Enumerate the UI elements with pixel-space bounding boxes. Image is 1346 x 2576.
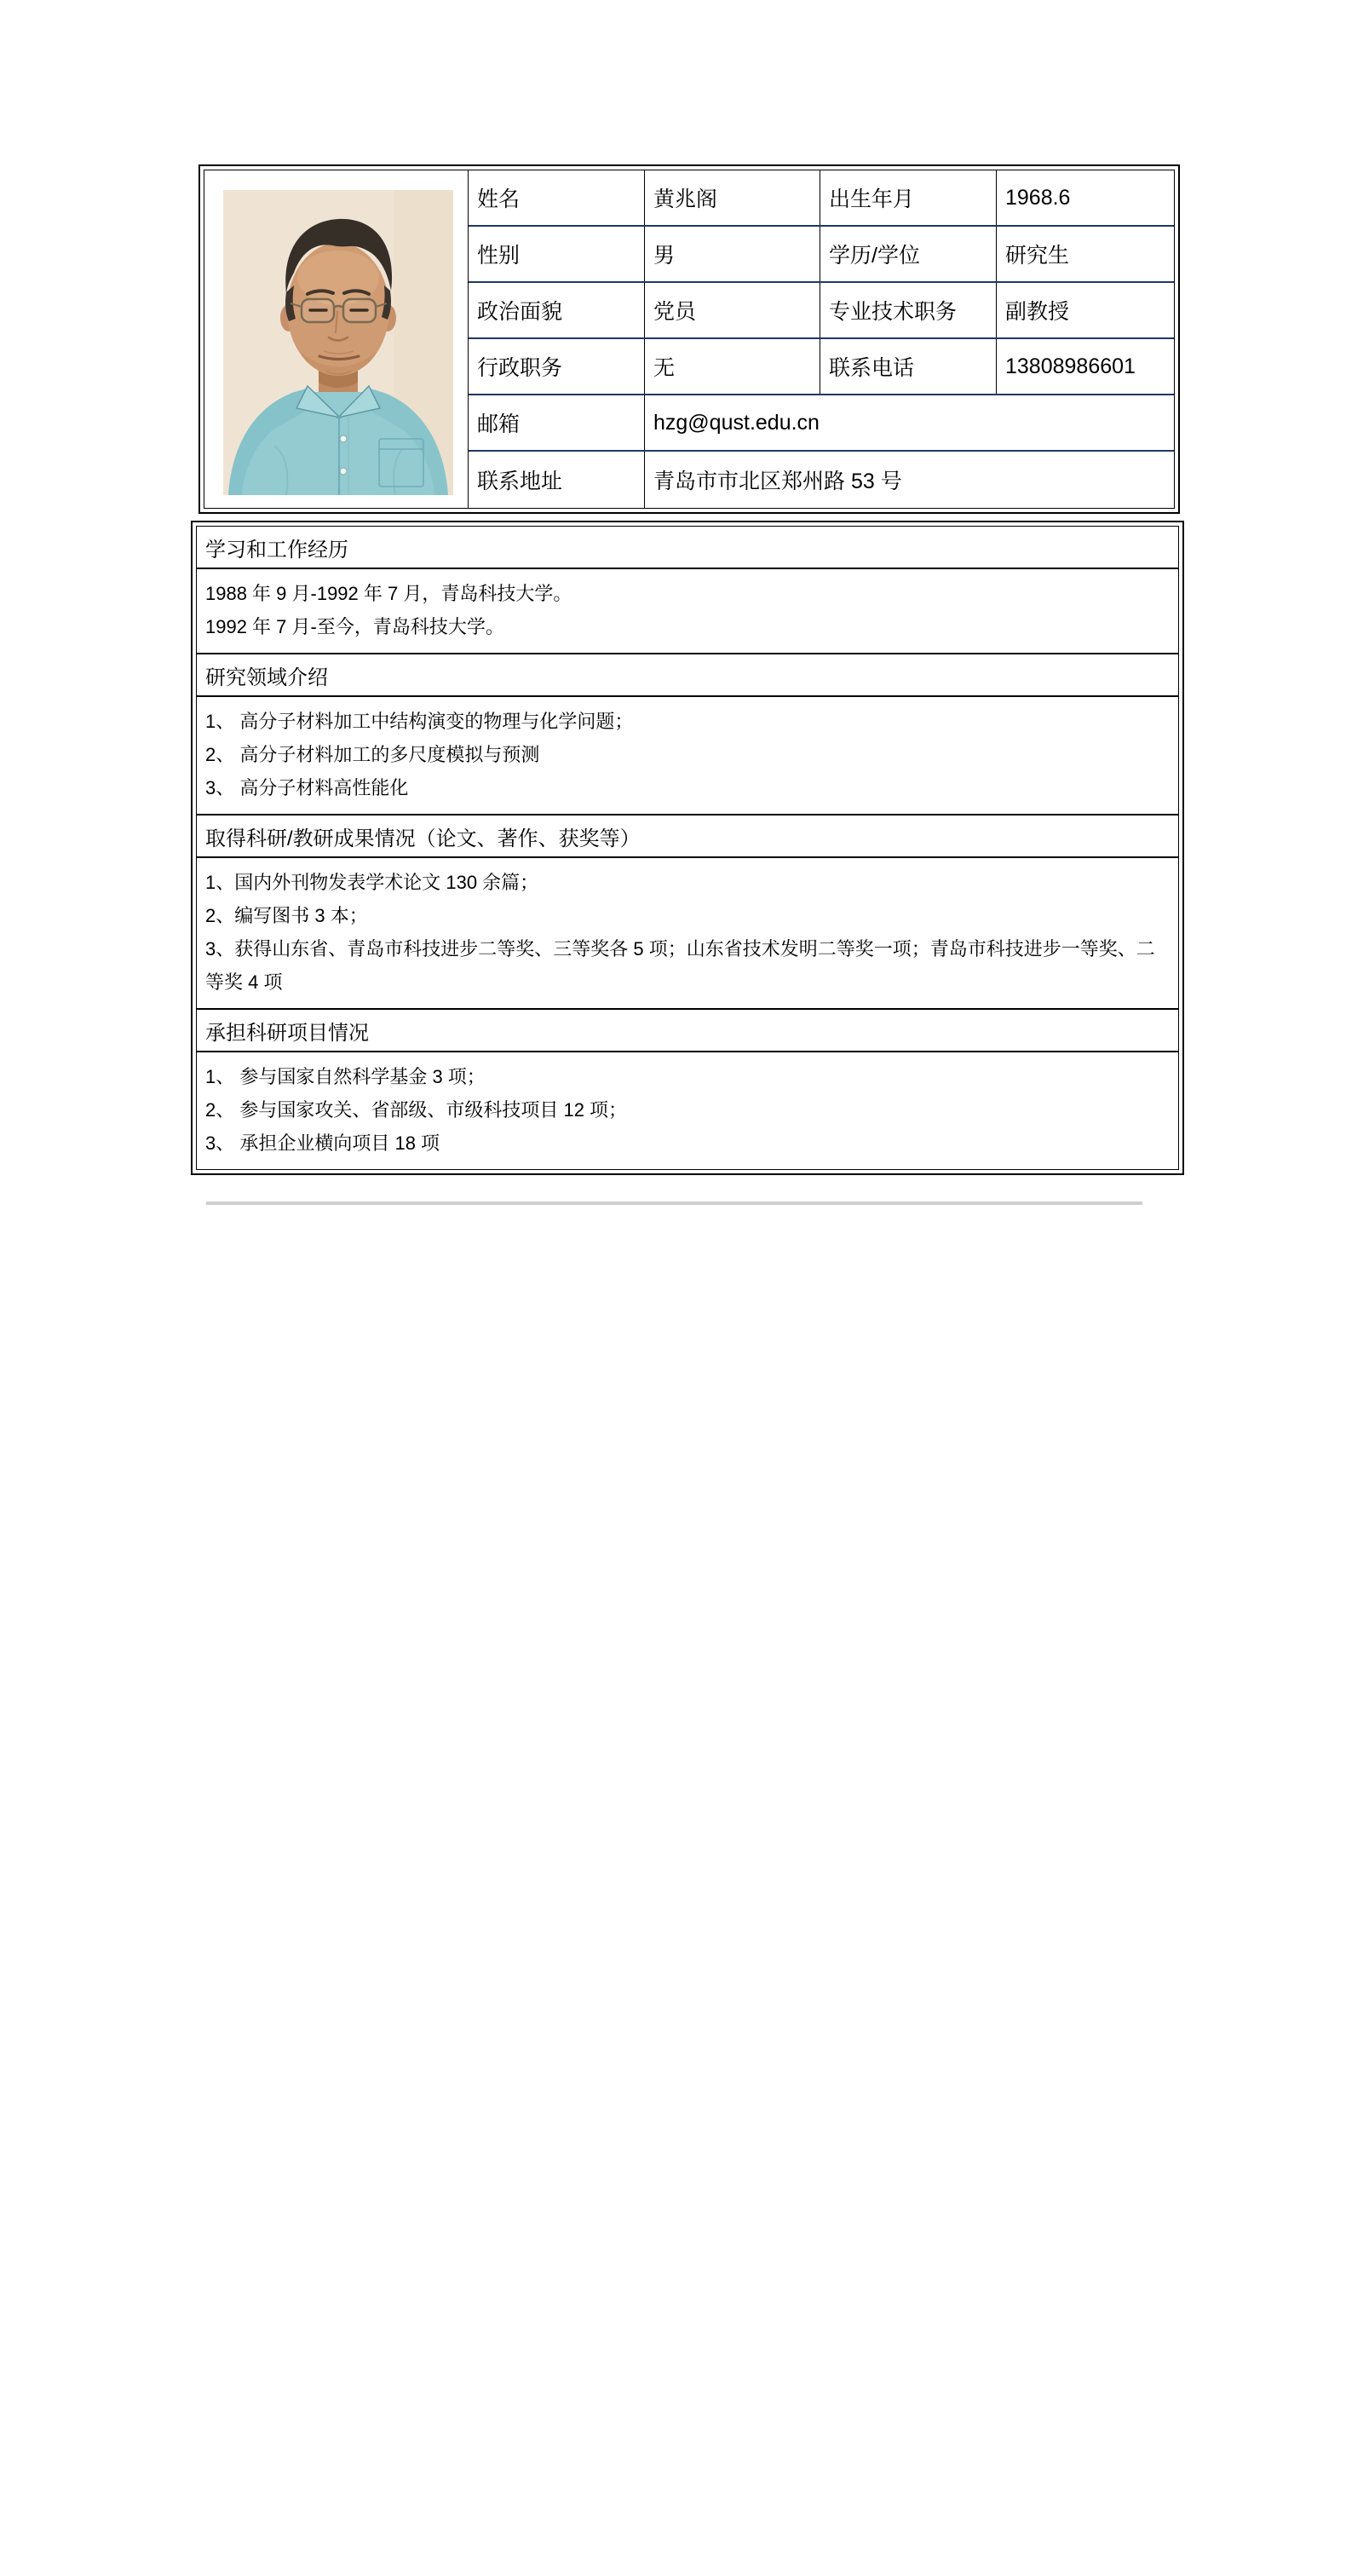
field-label-politics: 政治面貌 <box>469 283 645 337</box>
field-value-degree: 研究生 <box>1005 244 1070 268</box>
section-title: 取得科研/教研成果情况（论文、著作、获奖等） <box>205 827 641 850</box>
content-line: 2、编写图书 3 本； <box>205 905 368 926</box>
page-divider <box>206 1202 1142 1205</box>
field-value-email: hzg@qust.edu.cn <box>653 410 820 435</box>
field-label-birth: 出生年月 <box>820 170 997 225</box>
field-label-phone: 联系电话 <box>820 339 997 394</box>
content-line: 2、 参与国家攻关、省部级、市级科技项目 12 项； <box>205 1099 628 1121</box>
field-value-phone: 13808986601 <box>1005 354 1136 378</box>
field-value-title: 副教授 <box>1005 300 1070 324</box>
field-value-gender: 男 <box>645 227 820 281</box>
section-content-research-fields <box>197 697 1178 815</box>
content-line: 1、 高分子材料加工中结构演变的物理与化学问题； <box>205 711 634 732</box>
section-header-experience <box>197 527 1178 569</box>
content-line: 1988 年 9 月-1992 年 7 月，青岛科技大学。 <box>205 583 572 604</box>
table-row <box>469 339 1174 395</box>
field-label-gender: 性别 <box>469 227 645 281</box>
field-value-name: 黄兆阁 <box>645 170 820 225</box>
info-table-inner <box>204 170 1175 509</box>
sections-table <box>191 521 1184 1175</box>
table-row <box>469 452 1174 508</box>
field-label-address: 联系地址 <box>469 452 645 508</box>
content-line: 3、获得山东省、青岛市科技进步二等奖、三等奖各 5 项；山东省技术发明二等奖一项；青岛市科技进步一等奖、二等奖 4 项 <box>205 938 1155 993</box>
section-title: 研究领域介绍 <box>205 666 328 689</box>
field-label-email: 邮箱 <box>469 395 645 450</box>
info-grid <box>469 170 1174 508</box>
field-value-politics: 党员 <box>645 283 820 337</box>
table-row <box>469 395 1174 452</box>
sections-table-inner <box>196 526 1179 1170</box>
content-line: 3、 承担企业横向项目 18 项 <box>205 1132 440 1154</box>
field-label-admin-post: 行政职务 <box>469 339 645 394</box>
section-content-experience <box>197 569 1178 654</box>
section-content-projects <box>197 1052 1178 1169</box>
section-header-projects <box>197 1010 1178 1052</box>
field-label-name: 姓名 <box>469 170 645 225</box>
table-row <box>469 283 1174 339</box>
section-header-achievements <box>197 815 1178 858</box>
field-value-admin-post: 无 <box>645 339 820 394</box>
content-line: 2、 高分子材料加工的多尺度模拟与预测 <box>205 744 540 765</box>
section-header-research-fields <box>197 654 1178 697</box>
content-line: 1、 参与国家自然科学基金 3 项； <box>205 1066 486 1087</box>
field-label-title: 专业技术职务 <box>820 283 997 337</box>
content-line: 1992 年 7 月-至今，青岛科技大学。 <box>205 616 504 637</box>
section-title: 学习和工作经历 <box>205 538 348 562</box>
table-row <box>469 227 1174 283</box>
field-label-degree: 学历/学位 <box>820 227 997 281</box>
field-value-birth: 1968.6 <box>1005 185 1071 210</box>
table-row <box>469 170 1174 227</box>
content-line: 3、 高分子材料高性能化 <box>205 777 409 798</box>
profile-photo <box>223 190 453 495</box>
field-value-address: 青岛市市北区郑州路 53 号 <box>653 470 902 493</box>
photo-cell <box>204 170 469 508</box>
section-title: 承担科研项目情况 <box>205 1021 369 1045</box>
info-table <box>198 164 1180 514</box>
content-line: 1、国内外刊物发表学术论文 130 余篇； <box>205 872 539 893</box>
section-content-achievements <box>197 858 1178 1010</box>
